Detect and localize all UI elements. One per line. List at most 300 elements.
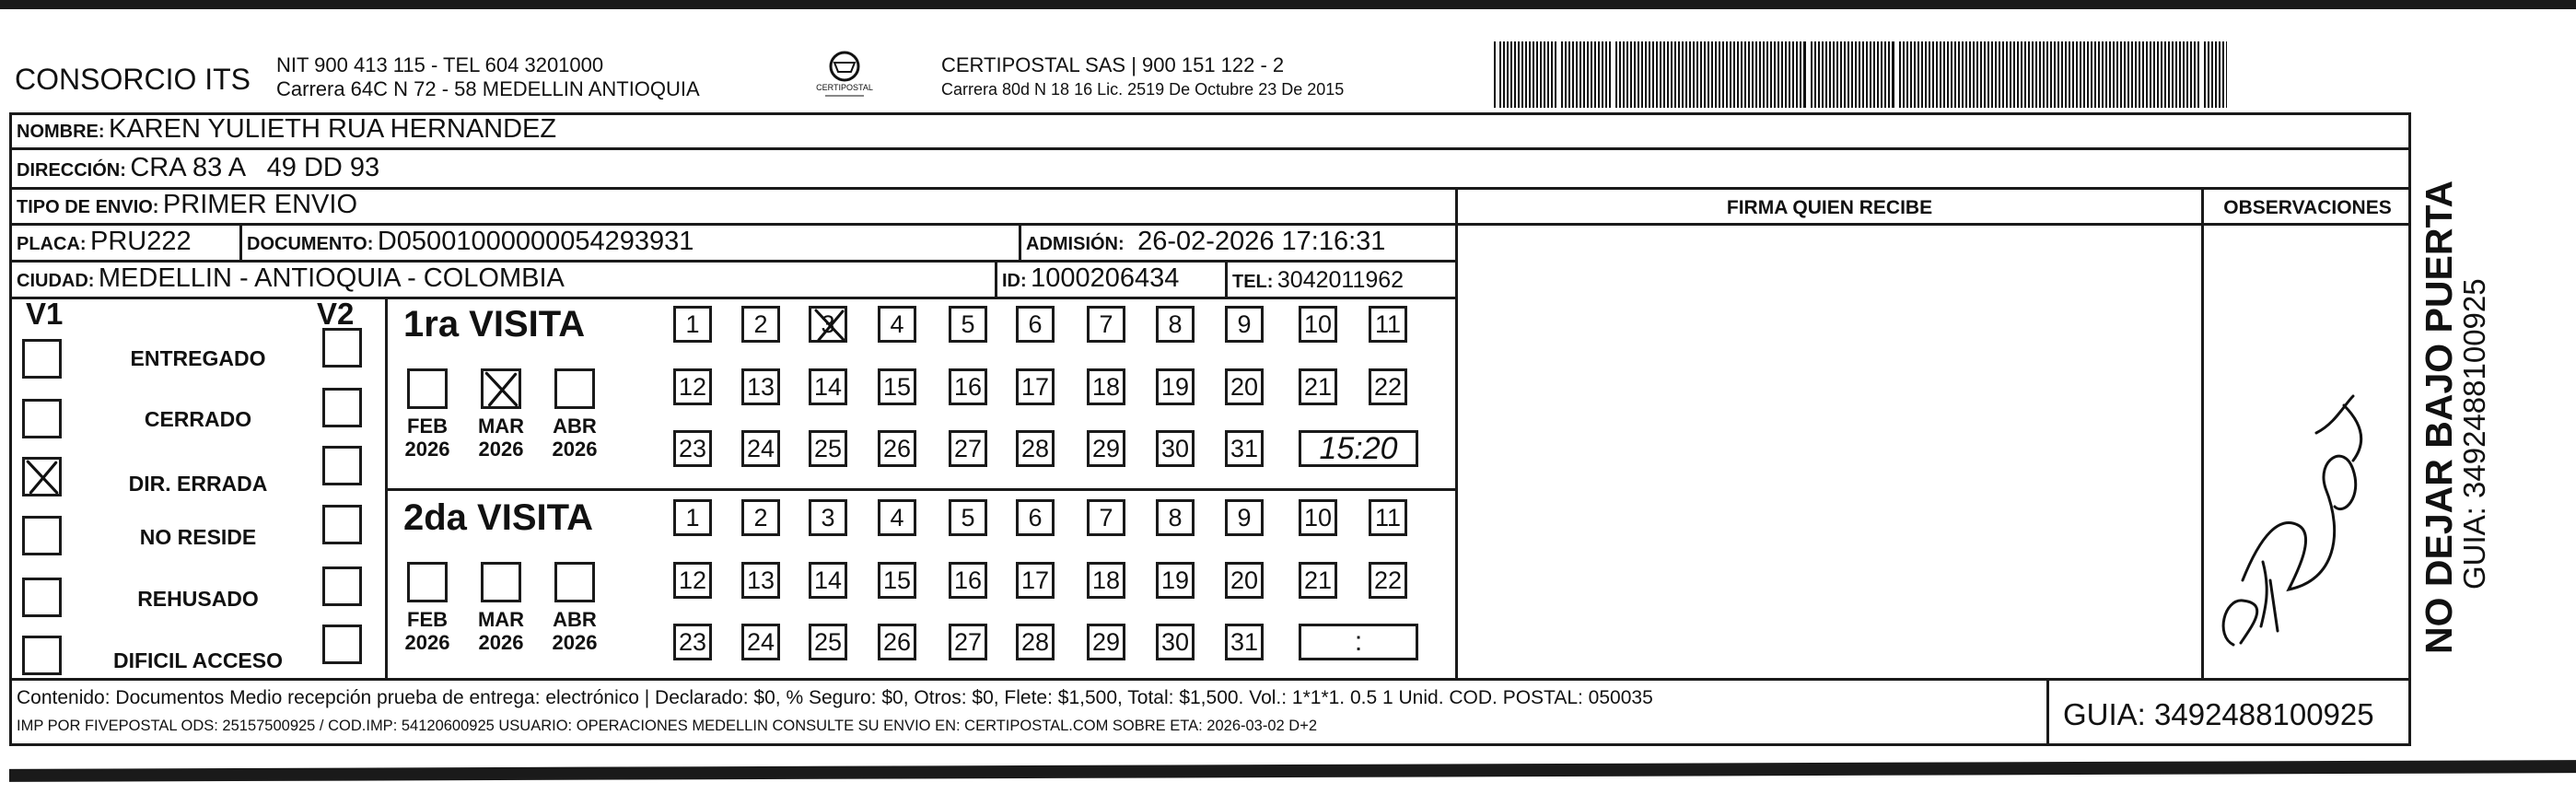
barcode-bar [1778, 41, 1779, 108]
check-x-icon [23, 458, 62, 501]
visit1-day-box[interactable]: 10 [1299, 306, 1337, 343]
visit1-day-box[interactable]: 16 [949, 368, 987, 405]
visit2-day-box[interactable]: 21 [1299, 562, 1337, 599]
barcode-bar [1525, 41, 1527, 108]
visit1-day-box[interactable]: 26 [878, 430, 916, 467]
visit2-day-box[interactable]: 9 [1225, 499, 1264, 536]
barcode-bar [1737, 41, 1739, 108]
barcode-bar [1936, 41, 1938, 108]
documento-row [247, 227, 694, 257]
visit1-month-checkbox[interactable] [554, 368, 595, 409]
month-name: MAR [477, 415, 525, 438]
side-guia: GUIA: 3492488100925 [2457, 278, 2491, 590]
side-warning: NO DEJAR BAJO PUERTA [2418, 180, 2460, 654]
barcode-bar [1921, 41, 1923, 108]
guia-divider [2046, 680, 2049, 746]
barcode-bar [1995, 41, 1997, 108]
barcode-bar [1656, 41, 1658, 108]
visit1-day-box[interactable]: 30 [1156, 430, 1195, 467]
barcode-bar [1929, 41, 1930, 108]
tel-label: TEL: [1232, 272, 1274, 292]
visit2-day-box[interactable]: 16 [949, 562, 987, 599]
barcode-bar [1591, 41, 1592, 108]
row-line [9, 147, 2411, 150]
barcode-bar [1579, 41, 1581, 108]
visit1-day-box[interactable]: 18 [1087, 368, 1125, 405]
barcode-bar [1693, 41, 1695, 108]
courier-line: CERTIPOSTAL SAS | 900 151 122 - 2 [941, 53, 1285, 76]
id-value: 1000206434 [1031, 263, 1180, 293]
id-label: ID: [1002, 271, 1027, 291]
month-name: ABR [553, 415, 597, 438]
barcode-bar [2083, 41, 2085, 108]
barcode-bar [1696, 41, 1698, 108]
check-x-icon [482, 369, 521, 414]
visit2-day-box[interactable]: 22 [1369, 562, 1407, 599]
barcode-bar [1583, 41, 1585, 108]
barcode-bar [1540, 41, 1542, 108]
barcode-bar [1598, 41, 1600, 108]
visit1-day-box[interactable]: 6 [1016, 306, 1055, 343]
barcode-bar [1755, 41, 1757, 108]
barcode-bar [1759, 41, 1761, 108]
barcode-bar [1605, 41, 1607, 108]
barcode-bar [2204, 41, 2206, 108]
barcode-bar [1499, 41, 1501, 108]
barcode-bar [1958, 41, 1960, 108]
barcode-bar [1855, 41, 1857, 108]
barcode-bar [2135, 41, 2137, 108]
barcode-bar [1682, 41, 1684, 108]
barcode-bar [2006, 41, 2008, 108]
barcode-bar [2131, 41, 2133, 108]
status-label: NO RESIDE [139, 525, 257, 549]
v1-checkbox[interactable] [22, 578, 62, 617]
barcode-bar [2139, 41, 2140, 108]
ciudad-value: MEDELLIN - ANTIOQUIA - COLOMBIA [98, 263, 565, 293]
nombre-value: KAREN YULIETH RUA HERNANDEZ [109, 114, 557, 144]
barcode-bar [1829, 41, 1831, 108]
certipostal-logo [812, 48, 877, 103]
visit2-month-checkbox[interactable] [554, 562, 595, 602]
v2-checkbox[interactable] [322, 388, 362, 427]
visit2-day-box[interactable]: 30 [1156, 624, 1195, 660]
visit2-day-box[interactable]: 17 [1016, 562, 1055, 599]
visit1-day-box[interactable]: 12 [673, 368, 712, 405]
barcode-bar [1547, 41, 1549, 108]
placa-value: PRU222 [90, 227, 192, 256]
barcode-bar [1667, 41, 1669, 108]
barcode-bar [2226, 41, 2227, 108]
barcode-bar [1862, 41, 1864, 108]
barcode-bar [2161, 41, 2162, 108]
admision-value: 26-02-2026 17:16:31 [1137, 227, 1386, 256]
barcode-bar [2127, 41, 2129, 108]
barcode-bar [1711, 41, 1713, 108]
visit2-day-box[interactable]: 6 [1016, 499, 1055, 536]
visit1-day-box[interactable]: 29 [1087, 430, 1125, 467]
visit2-day-box[interactable]: 18 [1087, 562, 1125, 599]
visit2-month-label [400, 608, 455, 654]
barcode-bar [1774, 41, 1776, 108]
barcode-bar [2091, 41, 2092, 108]
barcode-bar [2124, 41, 2126, 108]
barcode-bar [1533, 41, 1534, 108]
v2-checkbox[interactable] [322, 446, 362, 485]
barcode-bar [1726, 41, 1728, 108]
visit2-day-box[interactable]: 12 [673, 562, 712, 599]
visit2-day-box[interactable]: 5 [949, 499, 987, 536]
barcode-bar [1951, 41, 1952, 108]
ciudad-label: CIUDAD: [17, 271, 95, 291]
barcode-bar [2013, 41, 2015, 108]
direccion-row [17, 153, 379, 183]
barcode-bar [2164, 41, 2166, 108]
footer-contenido: Contenido: Documentos Medio recepción prueba de entrega: electrónico | Declarado: $0, % Seguro: $0, Otros: $0, Flete: $1,500, Total: $1,500. Vol.: 1*1*1. 0.5 1 Unid. COD. POSTAL: 050035 [17, 687, 1653, 708]
barcode-bar [2179, 41, 2181, 108]
barcode-bar [1877, 41, 1879, 108]
barcode-bar [1715, 41, 1717, 108]
v1-checkbox[interactable] [22, 339, 62, 379]
barcode-bar [1814, 41, 1816, 108]
barcode-bar [1947, 41, 1949, 108]
barcode-bar [2072, 41, 2074, 108]
v2-header: V2 [317, 297, 355, 331]
id-divider [995, 261, 997, 298]
firma-divider [1455, 190, 1458, 680]
visit1-day-box[interactable]: 27 [949, 430, 987, 467]
tipo-row [17, 190, 357, 220]
barcode-bar [1733, 41, 1735, 108]
barcode-bar [1873, 41, 1875, 108]
barcode-bar [2150, 41, 2151, 108]
barcode-bar [2120, 41, 2122, 108]
barcode-bar [2211, 41, 2213, 108]
barcode-bar [2069, 41, 2070, 108]
barcode-bar [1494, 41, 1496, 108]
v2-checkbox[interactable] [322, 625, 362, 664]
barcode-bar [1991, 41, 1993, 108]
month-year: 2026 [552, 438, 598, 461]
visit2-day-box[interactable]: 2 [741, 499, 780, 536]
visit1-day-box[interactable]: 28 [1016, 430, 1055, 467]
v1-checkbox[interactable] [22, 457, 62, 496]
row-line [9, 187, 2411, 190]
handwritten-signature [2206, 350, 2390, 672]
check-x-icon [811, 307, 848, 350]
barcode-bar [2017, 41, 2019, 108]
month-name: FEB [407, 415, 448, 438]
visit1-day-box[interactable]: 7 [1087, 306, 1125, 343]
visit1-day-box[interactable]: 19 [1156, 368, 1195, 405]
visit1-day-box[interactable]: 17 [1016, 368, 1055, 405]
barcode-bar [1917, 41, 1919, 108]
visit2-day-box[interactable]: 7 [1087, 499, 1125, 536]
footer-imp: IMP POR FIVEPOSTAL ODS: 25157500925 / COD.IMP: 54120600925 USUARIO: OPERACIONES MEDELLIN CONSULTE SU ENVIO EN: CERTIPOSTAL.COM SOBRE ETA: 2026-03-02 D+2 [17, 718, 1318, 734]
barcode-bar [2021, 41, 2022, 108]
status-label: REHUSADO [137, 587, 259, 611]
row-line [9, 297, 1457, 299]
barcode-bar [2043, 41, 2045, 108]
barcode-bar [1630, 41, 1632, 108]
company-name: CONSORCIO ITS [15, 63, 251, 96]
visit2-day-box[interactable]: 10 [1299, 499, 1337, 536]
company-address: Carrera 64C N 72 - 58 MEDELLIN ANTIOQUIA [276, 77, 700, 100]
visit2-day-box[interactable]: 14 [809, 562, 847, 599]
barcode-bar [1892, 41, 1894, 108]
barcode-bar [2010, 41, 2011, 108]
barcode-bar [2061, 41, 2063, 108]
barcode-bar [1840, 41, 1842, 108]
visit1-day-box[interactable]: 22 [1369, 368, 1407, 405]
visit1-day-box[interactable]: 11 [1369, 306, 1407, 343]
visit1-day-box[interactable]: 20 [1225, 368, 1264, 405]
tel-value: 3042011962 [1276, 267, 1405, 293]
barcode-bar [2190, 41, 2192, 108]
id-row [1002, 263, 1179, 294]
visit1-day-box[interactable]: 8 [1156, 306, 1195, 343]
visit1-day-box[interactable]: 14 [809, 368, 847, 405]
barcode-bar [1888, 41, 1890, 108]
barcode-bar [2142, 41, 2144, 108]
barcode-bar [1903, 41, 1905, 108]
barcode-bar [1987, 41, 1989, 108]
visit2-day-box[interactable]: 20 [1225, 562, 1264, 599]
barcode-bar [1602, 41, 1603, 108]
barcode-bar [1943, 41, 1945, 108]
visit1-month-label [473, 415, 529, 461]
visit1-title: 1ra VISITA [403, 304, 586, 344]
visit1-day-box[interactable]: 5 [949, 306, 987, 343]
barcode-bar [1561, 41, 1563, 108]
visit2-month-label [547, 608, 602, 654]
month-year: 2026 [404, 438, 450, 461]
v1-checkbox[interactable] [22, 399, 62, 438]
admision-label: ADMISIÓN: [1026, 234, 1125, 254]
visit1-day-box[interactable]: 3 [809, 306, 847, 343]
visit2-time-box[interactable]: : [1299, 624, 1418, 660]
barcode-bar [1999, 41, 2000, 108]
barcode-bar [1851, 41, 1853, 108]
row-line [9, 678, 2411, 681]
barcode-bar [1619, 41, 1621, 108]
visit1-day-box[interactable]: 21 [1299, 368, 1337, 405]
barcode-bar [1969, 41, 1971, 108]
barcode-bar [2109, 41, 2111, 108]
v2-checkbox[interactable] [322, 566, 362, 606]
barcode-bar [1536, 41, 1538, 108]
visit1-month-checkbox[interactable] [407, 368, 448, 409]
barcode-bar [1722, 41, 1724, 108]
barcode-bar [2046, 41, 2048, 108]
nit-line: NIT 900 413 115 - TEL 604 3201000 [276, 53, 604, 76]
barcode-bar [2080, 41, 2081, 108]
barcode-bar [1615, 41, 1617, 108]
barcode-bar [1572, 41, 1574, 108]
barcode-bar [2157, 41, 2159, 108]
barcode-bar [1507, 41, 1509, 108]
barcode-bar [1555, 41, 1556, 108]
v2-checkbox[interactable] [322, 328, 362, 368]
visit1-day-box[interactable]: 13 [741, 368, 780, 405]
month-year: 2026 [404, 631, 450, 654]
visit2-day-box[interactable]: 1 [673, 499, 712, 536]
barcode-bar [2105, 41, 2107, 108]
barcode-bar [1763, 41, 1765, 108]
barcode-bar [2087, 41, 2089, 108]
visit1-day-box[interactable]: 9 [1225, 306, 1264, 343]
visit1-day-box[interactable]: 15 [878, 368, 916, 405]
barcode-bar [1785, 41, 1787, 108]
barcode-bar [1899, 41, 1901, 108]
barcode-bar [1638, 41, 1639, 108]
barcode-bar [2054, 41, 2056, 108]
barcode-bar [2032, 41, 2034, 108]
barcode-bar [1544, 41, 1545, 108]
barcode-bar [1674, 41, 1676, 108]
barcode-bar [1962, 41, 1964, 108]
observaciones-header: OBSERVACIONES [2223, 197, 2392, 218]
barcode-bar [1704, 41, 1706, 108]
visit2-day-box[interactable]: 28 [1016, 624, 1055, 660]
barcode-bar [1752, 41, 1754, 108]
visit1-month-checkbox[interactable] [481, 368, 521, 409]
visit2-day-box[interactable]: 26 [878, 624, 916, 660]
tel-row [1232, 267, 1404, 294]
visit2-day-box[interactable]: 25 [809, 624, 847, 660]
visit1-day-box[interactable]: 31 [1225, 430, 1264, 467]
visit1-day-box[interactable]: 1 [673, 306, 712, 343]
status-label: ENTREGADO [130, 346, 266, 370]
barcode-bar [2186, 41, 2188, 108]
barcode-bar [1503, 41, 1505, 108]
visit1-day-box[interactable]: 23 [673, 430, 712, 467]
firma-header: FIRMA QUIEN RECIBE [1726, 197, 1933, 218]
barcode-bar [1781, 41, 1783, 108]
visit2-day-box[interactable]: 19 [1156, 562, 1195, 599]
barcode-bar [1940, 41, 1941, 108]
barcode-bar [2050, 41, 2052, 108]
tipo-value: PRIMER ENVIO [162, 190, 358, 219]
placa-row [17, 227, 192, 257]
month-year: 2026 [552, 631, 598, 654]
visit1-time-box[interactable]: 15:20 [1299, 430, 1418, 467]
v2-checkbox[interactable] [322, 505, 362, 544]
barcode-bar [1844, 41, 1846, 108]
placa-label: PLACA: [17, 234, 87, 254]
month-year: 2026 [478, 438, 524, 461]
barcode-bar [1730, 41, 1731, 108]
barcode-bar [1965, 41, 1967, 108]
barcode-bar [2065, 41, 2067, 108]
visit1-day-box[interactable]: 24 [741, 430, 780, 467]
barcode-bar [2094, 41, 2096, 108]
visit1-month-label [400, 415, 455, 461]
barcode-bar [2153, 41, 2155, 108]
visit2-day-box[interactable]: 24 [741, 624, 780, 660]
barcode-bar [2039, 41, 2041, 108]
barcode-bar [1914, 41, 1916, 108]
tipo-label: TIPO DE ENVIO: [17, 197, 159, 217]
visit2-day-box[interactable]: 27 [949, 624, 987, 660]
row-line [9, 223, 2411, 226]
barcode-bar [1565, 41, 1567, 108]
barcode-bar [1910, 41, 1912, 108]
barcode-bar [1925, 41, 1927, 108]
month-name: FEB [407, 608, 448, 631]
visit2-day-box[interactable]: 8 [1156, 499, 1195, 536]
barcode-bar [1671, 41, 1673, 108]
visit2-month-checkbox[interactable] [481, 562, 521, 602]
barcode-bar [2113, 41, 2115, 108]
barcode-bar [1576, 41, 1578, 108]
visit2-day-box[interactable]: 4 [878, 499, 916, 536]
barcode-bar [1822, 41, 1824, 108]
documento-value: D05001000000054293931 [377, 227, 694, 256]
visit2-day-box[interactable]: 31 [1225, 624, 1264, 660]
barcode [1494, 41, 2227, 108]
barcode-bar [1634, 41, 1636, 108]
barcode-bar [1792, 41, 1794, 108]
barcode-bar [2175, 41, 2177, 108]
barcode-bar [1587, 41, 1589, 108]
v1-checkbox[interactable] [22, 636, 62, 675]
barcode-bar [1521, 41, 1523, 108]
barcode-bar [2102, 41, 2104, 108]
footer-guia: GUIA: 3492488100925 [2063, 697, 2374, 731]
barcode-bar [1836, 41, 1838, 108]
barcode-bar [2057, 41, 2059, 108]
visit2-day-box[interactable]: 23 [673, 624, 712, 660]
visit2-day-box[interactable]: 15 [878, 562, 916, 599]
barcode-bar [1663, 41, 1665, 108]
barcode-bar [1932, 41, 1934, 108]
barcode-bar [2076, 41, 2078, 108]
visit2-day-box[interactable]: 11 [1369, 499, 1407, 536]
barcode-bar [2194, 41, 2196, 108]
admision-row [1026, 227, 1385, 257]
barcode-bar [1719, 41, 1720, 108]
barcode-bar [1594, 41, 1596, 108]
barcode-bar [2002, 41, 2004, 108]
barcode-bar [2219, 41, 2220, 108]
barcode-bar [2197, 41, 2199, 108]
barcode-bar [2172, 41, 2174, 108]
visit1-day-box[interactable]: 4 [878, 306, 916, 343]
visit1-day-box[interactable]: 25 [809, 430, 847, 467]
barcode-bar [1766, 41, 1768, 108]
barcode-bar [1623, 41, 1625, 108]
barcode-bar [2215, 41, 2217, 108]
barcode-bar [1645, 41, 1647, 108]
barcode-bar [1649, 41, 1650, 108]
barcode-bar [1818, 41, 1820, 108]
visit2-month-checkbox[interactable] [407, 562, 448, 602]
barcode-bar [1954, 41, 1956, 108]
barcode-bar [1973, 41, 1975, 108]
visit1-day-box[interactable]: 2 [741, 306, 780, 343]
barcode-bar [2222, 41, 2224, 108]
visit2-day-box[interactable]: 13 [741, 562, 780, 599]
barcode-bar [1906, 41, 1908, 108]
visit2-day-box[interactable]: 3 [809, 499, 847, 536]
barcode-bar [1825, 41, 1827, 108]
visit2-day-box[interactable]: 29 [1087, 624, 1125, 660]
v1-checkbox[interactable] [22, 516, 62, 555]
barcode-bar [1796, 41, 1798, 108]
status-label: DIR. ERRADA [128, 472, 268, 496]
status-label: DIFICIL ACCESO [112, 648, 283, 672]
